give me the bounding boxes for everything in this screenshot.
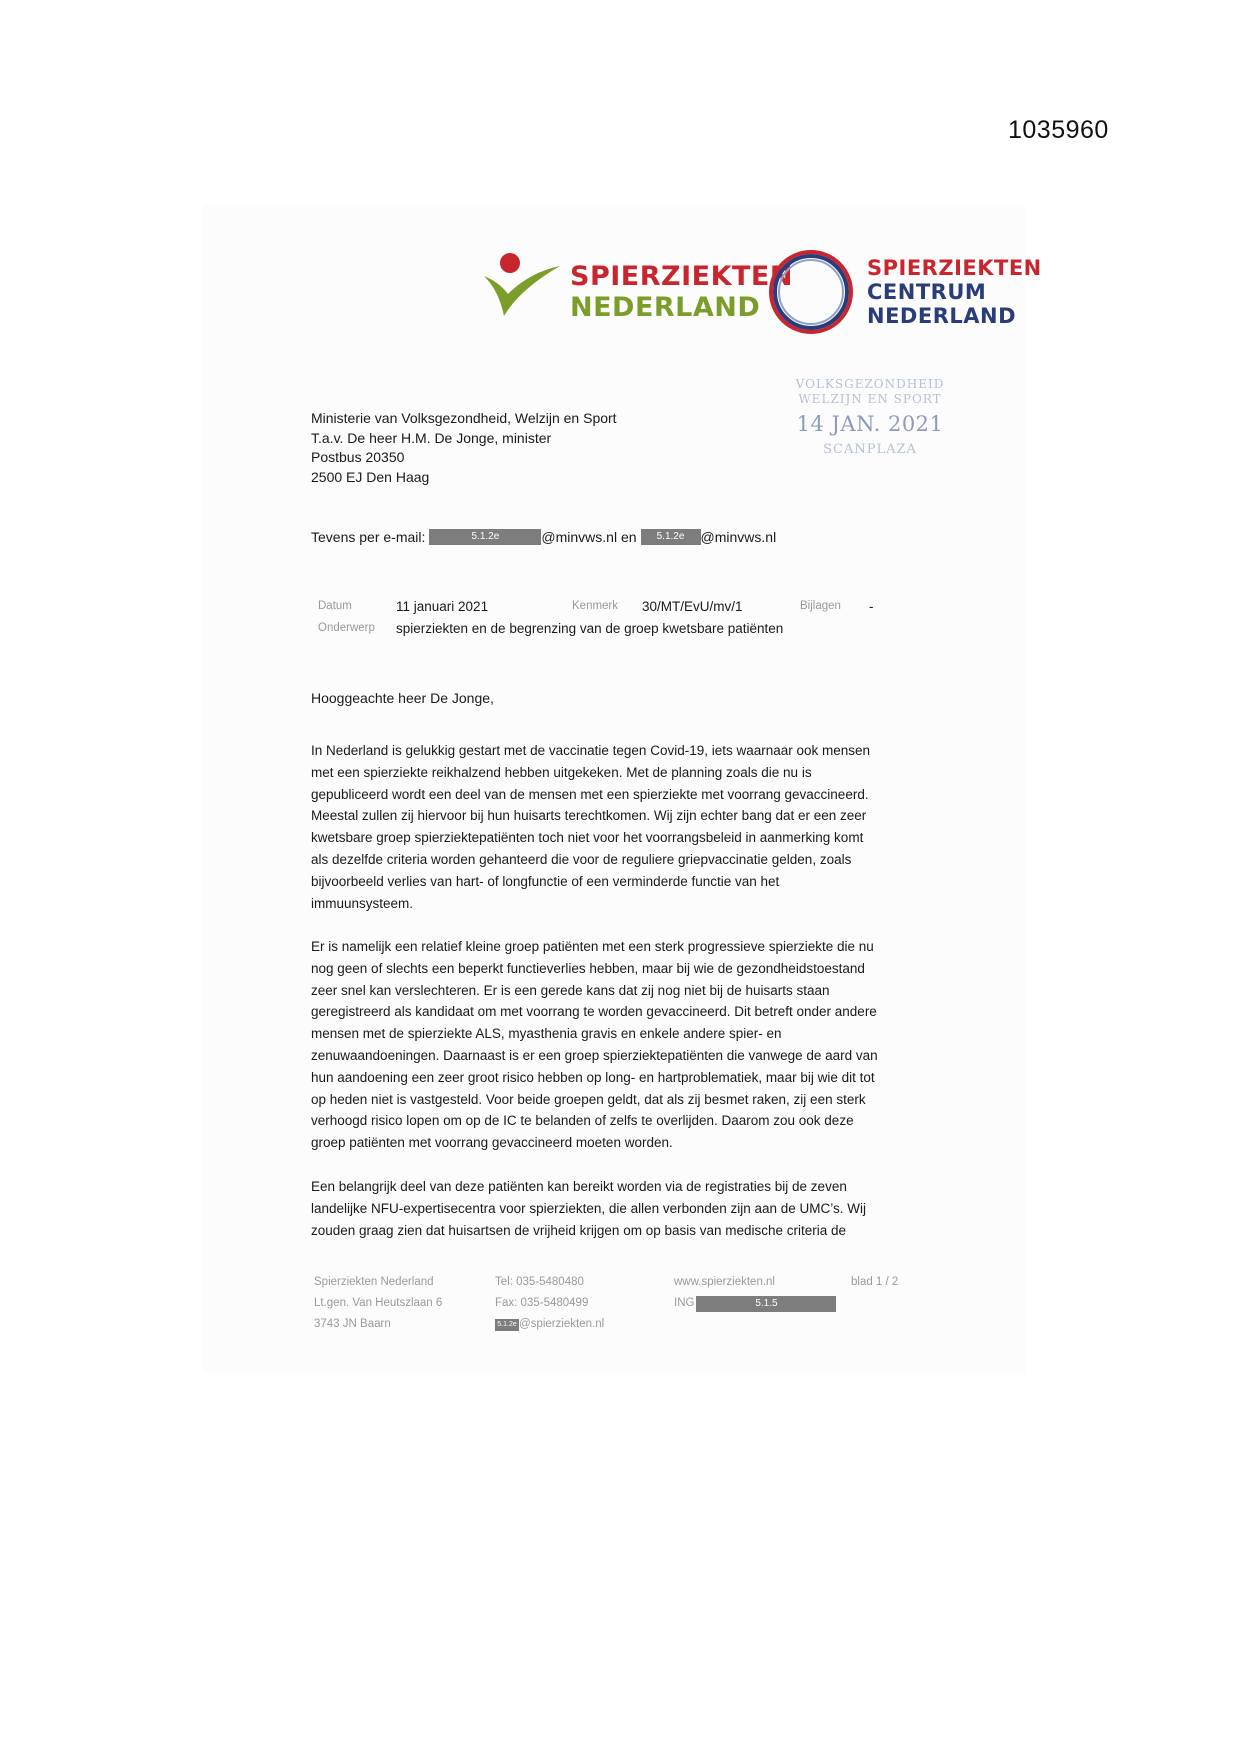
text-line: Een belangrijk deel van deze patiënten kan bereikt worden via de registraties bij de zeven: [311, 1179, 847, 1194]
spierziekten-centrum-logo: [765, 246, 1042, 336]
document-id: 1035960: [1008, 116, 1109, 144]
spierziekten-nederland-logo: [482, 250, 793, 323]
leaf-emblem-icon: [482, 250, 562, 322]
redaction-block: 5.1.2e: [429, 529, 541, 545]
stamp-line1: VOLKSGEZONDHEID: [795, 377, 945, 391]
redaction-block: 5.1.2e: [495, 1319, 519, 1331]
footer-bank: [674, 1272, 836, 1314]
recipient-address: [311, 409, 617, 487]
footer-tel: Tel: 035-5480480: [495, 1276, 584, 1288]
footer-org-name: Spierziekten Nederland: [314, 1276, 434, 1288]
reference-value: 30/MT/EvU/mv/1: [642, 599, 743, 614]
salutation: Hooggeachte heer De Jonge,: [311, 690, 494, 706]
text-line: nog geen of slechts een beperkt functieverlies hebben, maar bij wie de gezondheidstoestand: [311, 960, 865, 976]
address-line: Postbus 20350: [311, 449, 405, 465]
text-line: zenuwaandoeningen. Daarnaast is er een groep spierziektepatiënten die vanwege de aard van: [311, 1047, 878, 1063]
stamp-line2: WELZIJN EN SPORT: [798, 392, 942, 406]
footer-email: [495, 1314, 604, 1335]
address-line: T.a.v. De heer H.M. De Jonge, minister: [311, 429, 552, 446]
body-paragraph: [311, 936, 931, 1154]
ring-emblem-icon: [765, 246, 857, 338]
address-line: 2500 EJ Den Haag: [311, 468, 430, 485]
text-line: groep patiënten met voorrang gevaccineerd moeten worden.: [311, 1135, 673, 1151]
text-line: Er is namelijk een relatief kleine groep patiënten met een sterk progressieve spierziekte die nu: [311, 939, 874, 954]
footer-website: www.spierziekten.nl: [674, 1276, 775, 1288]
text-line: geregistreerd als kandidaat om met voorrang te worden gevaccineerd. Dit betreft onder andere: [311, 1004, 877, 1020]
text-line: hun aandoening een zeer groot risico hebben op long- en hartproblematiek, maar bij wie dit tot: [311, 1069, 875, 1085]
email-prefix: Tevens per e-mail:: [311, 529, 426, 545]
email-line: [311, 529, 776, 545]
page-number: blad 1 / 2: [851, 1276, 899, 1288]
text-line: met een spierziekte reikhalzend hebben uitgekeken. Met de planning zoals die nu is: [311, 764, 812, 780]
logo-text-line2: CENTRUM: [867, 280, 987, 304]
date-label: Datum: [318, 600, 352, 612]
logo-text-line2: NEDERLAND: [570, 292, 761, 323]
stamp-line4: SCANPLAZA: [823, 442, 917, 457]
redaction-block: 5.1.2e: [641, 529, 701, 545]
attachments-label: Bijlagen: [800, 600, 841, 612]
footer-fax: Fax: 035-5480499: [495, 1297, 589, 1309]
text-line: op heden niet is vastgesteld. Voor beide groepen geldt, dat als zij besmet raken, zij een sterk: [311, 1091, 866, 1107]
redaction-block: 5.1.5: [696, 1296, 836, 1312]
subject-value: spierziekten en de begrenzing van de groep kwetsbare patiënten: [396, 621, 784, 636]
logo-text-line3: NEDERLAND: [867, 304, 1017, 328]
text-line: In Nederland is gelukkig gestart met de vaccinatie tegen Covid-19, iets waarnaar ook mensen: [311, 743, 871, 758]
footer-email-domain: @spierziekten.nl: [519, 1318, 605, 1330]
text-line: kwetsbare groep spierziektepatiënten toch niet voor het voorrangsbeleid in aanmerking komt: [311, 830, 864, 846]
subject-label: Onderwerp: [318, 622, 375, 634]
text-line: Meestal zullen zij hiervoor bij hun huisarts terechtkomen. Wij zijn echter bang dat er een zeer: [311, 808, 867, 824]
attachments-value: -: [869, 599, 874, 614]
text-line: zouden graag zien dat huisartsen de vrijheid krijgen om op basis van medische criteria de: [311, 1222, 847, 1238]
text-line: als dezelfde criteria worden gehanteerd die voor de reguliere griepvaccinatie gelden, zoals: [311, 851, 852, 867]
footer-address: [314, 1272, 442, 1335]
text-line: landelijke NFU-expertisecentra voor spierziekten, die allen verbonden zijn aan de UMC’s. Wij: [311, 1200, 867, 1216]
stamp-date: 14 JAN. 2021: [796, 412, 944, 436]
logo-text-line1: SPIERZIEKTEN: [867, 256, 1042, 280]
address-line: Ministerie van Volksgezondheid, Welzijn en Sport: [311, 410, 617, 426]
email-domain: @minvws.nl en: [541, 529, 637, 545]
date-value: 11 januari 2021: [396, 599, 489, 614]
text-line: mensen met de spierziekte ALS, myasthenia gravis en enkele andere spier- en: [311, 1026, 782, 1042]
received-stamp: [790, 377, 950, 457]
footer-bank-line: [674, 1293, 836, 1314]
text-line: immuunsysteem.: [311, 895, 414, 911]
footer-contact: [495, 1272, 604, 1335]
footer-city: 3743 JN Baarn: [314, 1318, 391, 1330]
text-line: verhoogd risico lopen om op de IC te belanden of zelfs te overlijden. Daarom zou ook deze: [311, 1113, 854, 1129]
text-line: bijvoorbeeld verlies van hart- of longfunctie of een verminderde functie van het: [311, 873, 780, 889]
reference-label: Kenmerk: [572, 600, 619, 612]
footer-street: Lt.gen. Van Heutszlaan 6: [314, 1297, 443, 1309]
body-paragraph: [311, 740, 931, 914]
body-paragraph: [311, 1176, 931, 1241]
text-line: zeer snel kan verslechteren. Er is een gerede kans dat zij nog niet bij de huisarts staan: [311, 982, 830, 998]
logo-text-line1: SPIERZIEKTEN: [570, 261, 793, 292]
footer-bank-label: ING: [674, 1297, 695, 1309]
email-domain: @minvws.nl: [700, 529, 777, 545]
text-line: gepubliceerd wordt een deel van de mensen met een spierziekte met voorrang gevaccineerd.: [311, 786, 869, 802]
